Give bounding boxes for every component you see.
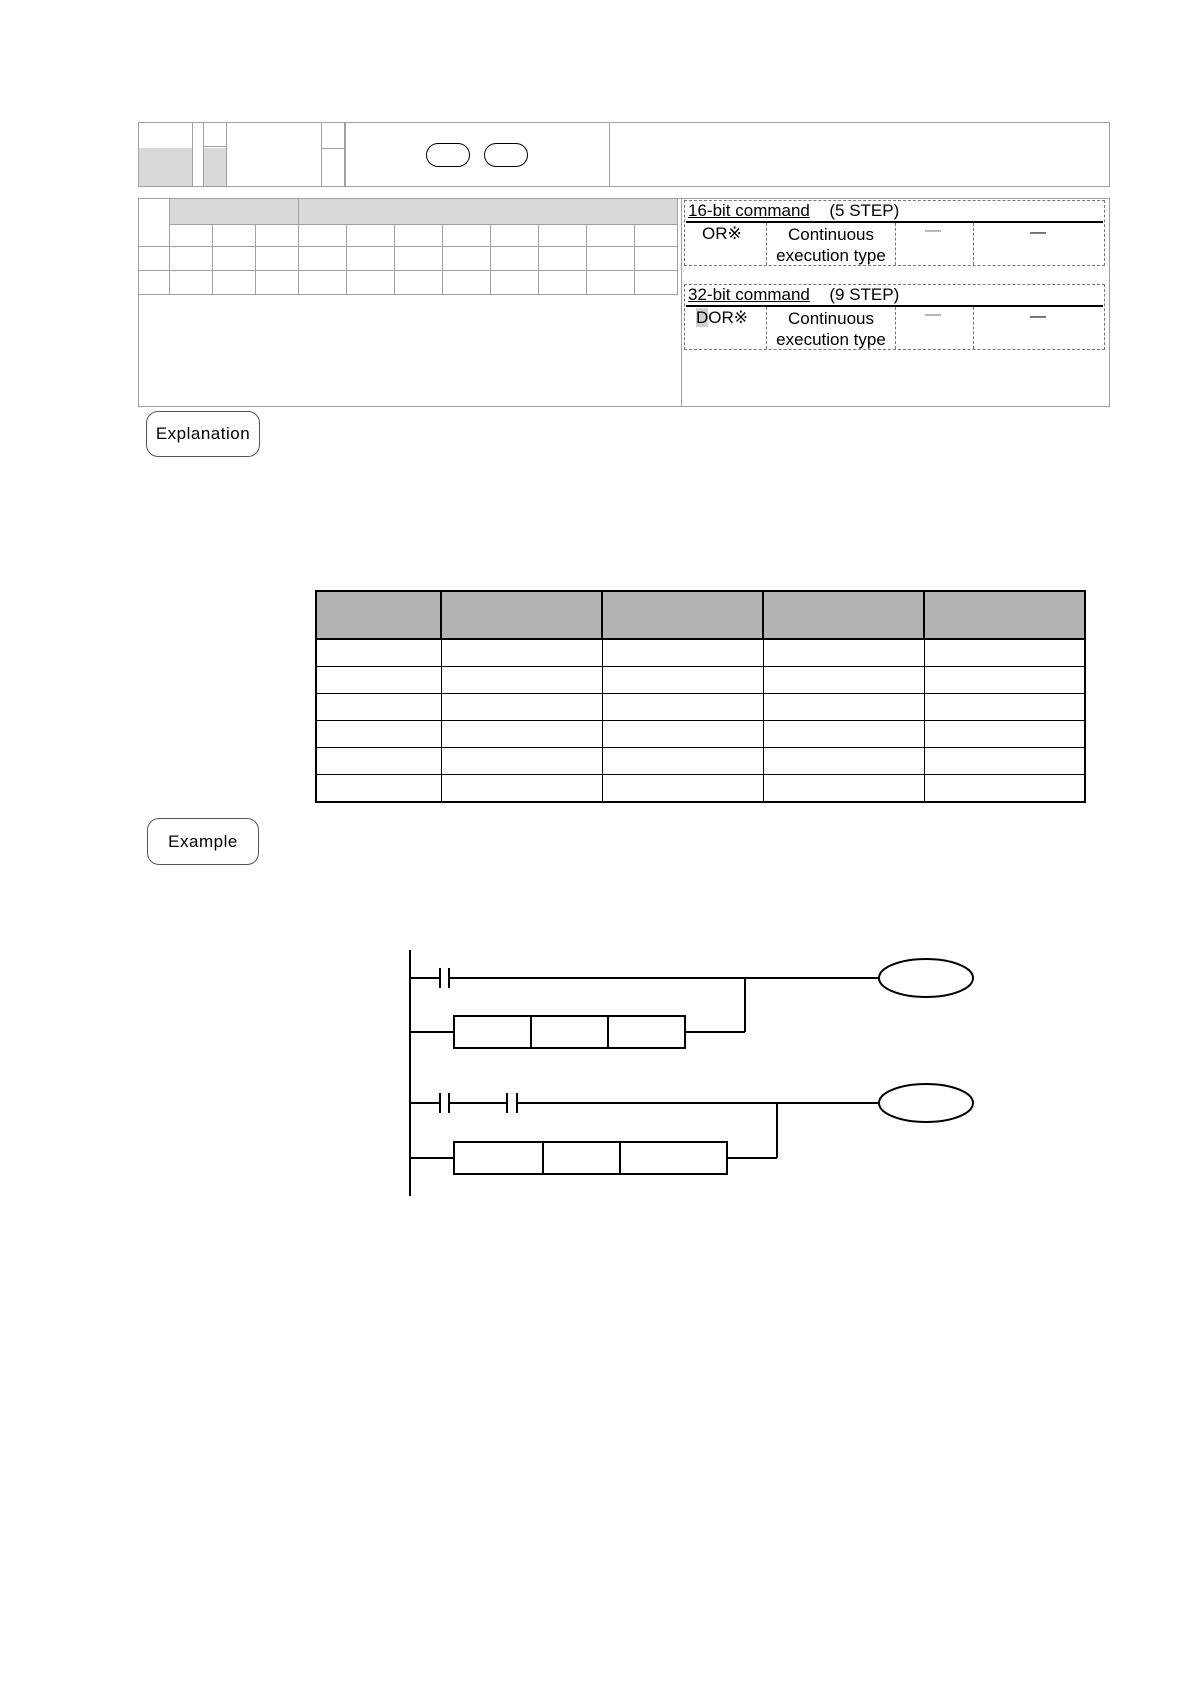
rung-2	[410, 1084, 973, 1174]
bit16-exec-line1: Continuous	[787, 225, 874, 244]
rung-1	[410, 959, 973, 1048]
bit32-command-prefix: D	[696, 308, 709, 327]
bit16-exec-line2: execution type	[776, 246, 886, 265]
bit16-pulse-dash: —	[925, 222, 941, 239]
bit32-exec-line2: execution type	[776, 330, 886, 349]
bit16-command-name: OR※	[702, 224, 742, 243]
output-coil	[879, 1084, 973, 1122]
bit16-steps: (5 STEP)	[829, 201, 900, 220]
bit32-flag-dash: —	[1030, 308, 1046, 325]
output-coil	[879, 959, 973, 997]
bit32-pulse-dash: —	[925, 306, 941, 323]
bit16-flag-dash: —	[1030, 224, 1046, 241]
bit16-title: 16-bit command	[688, 201, 810, 220]
bit32-command-rest: OR※	[708, 308, 749, 327]
or-compare-block	[454, 1016, 685, 1048]
bit32-steps: (9 STEP)	[829, 285, 900, 304]
explanation-label: Explanation	[146, 411, 260, 457]
bit32-title: 32-bit command	[688, 285, 810, 304]
example-label: Example	[147, 818, 259, 865]
dor-compare-block	[454, 1142, 727, 1174]
bit32-exec-line1: Continuous	[787, 309, 874, 328]
